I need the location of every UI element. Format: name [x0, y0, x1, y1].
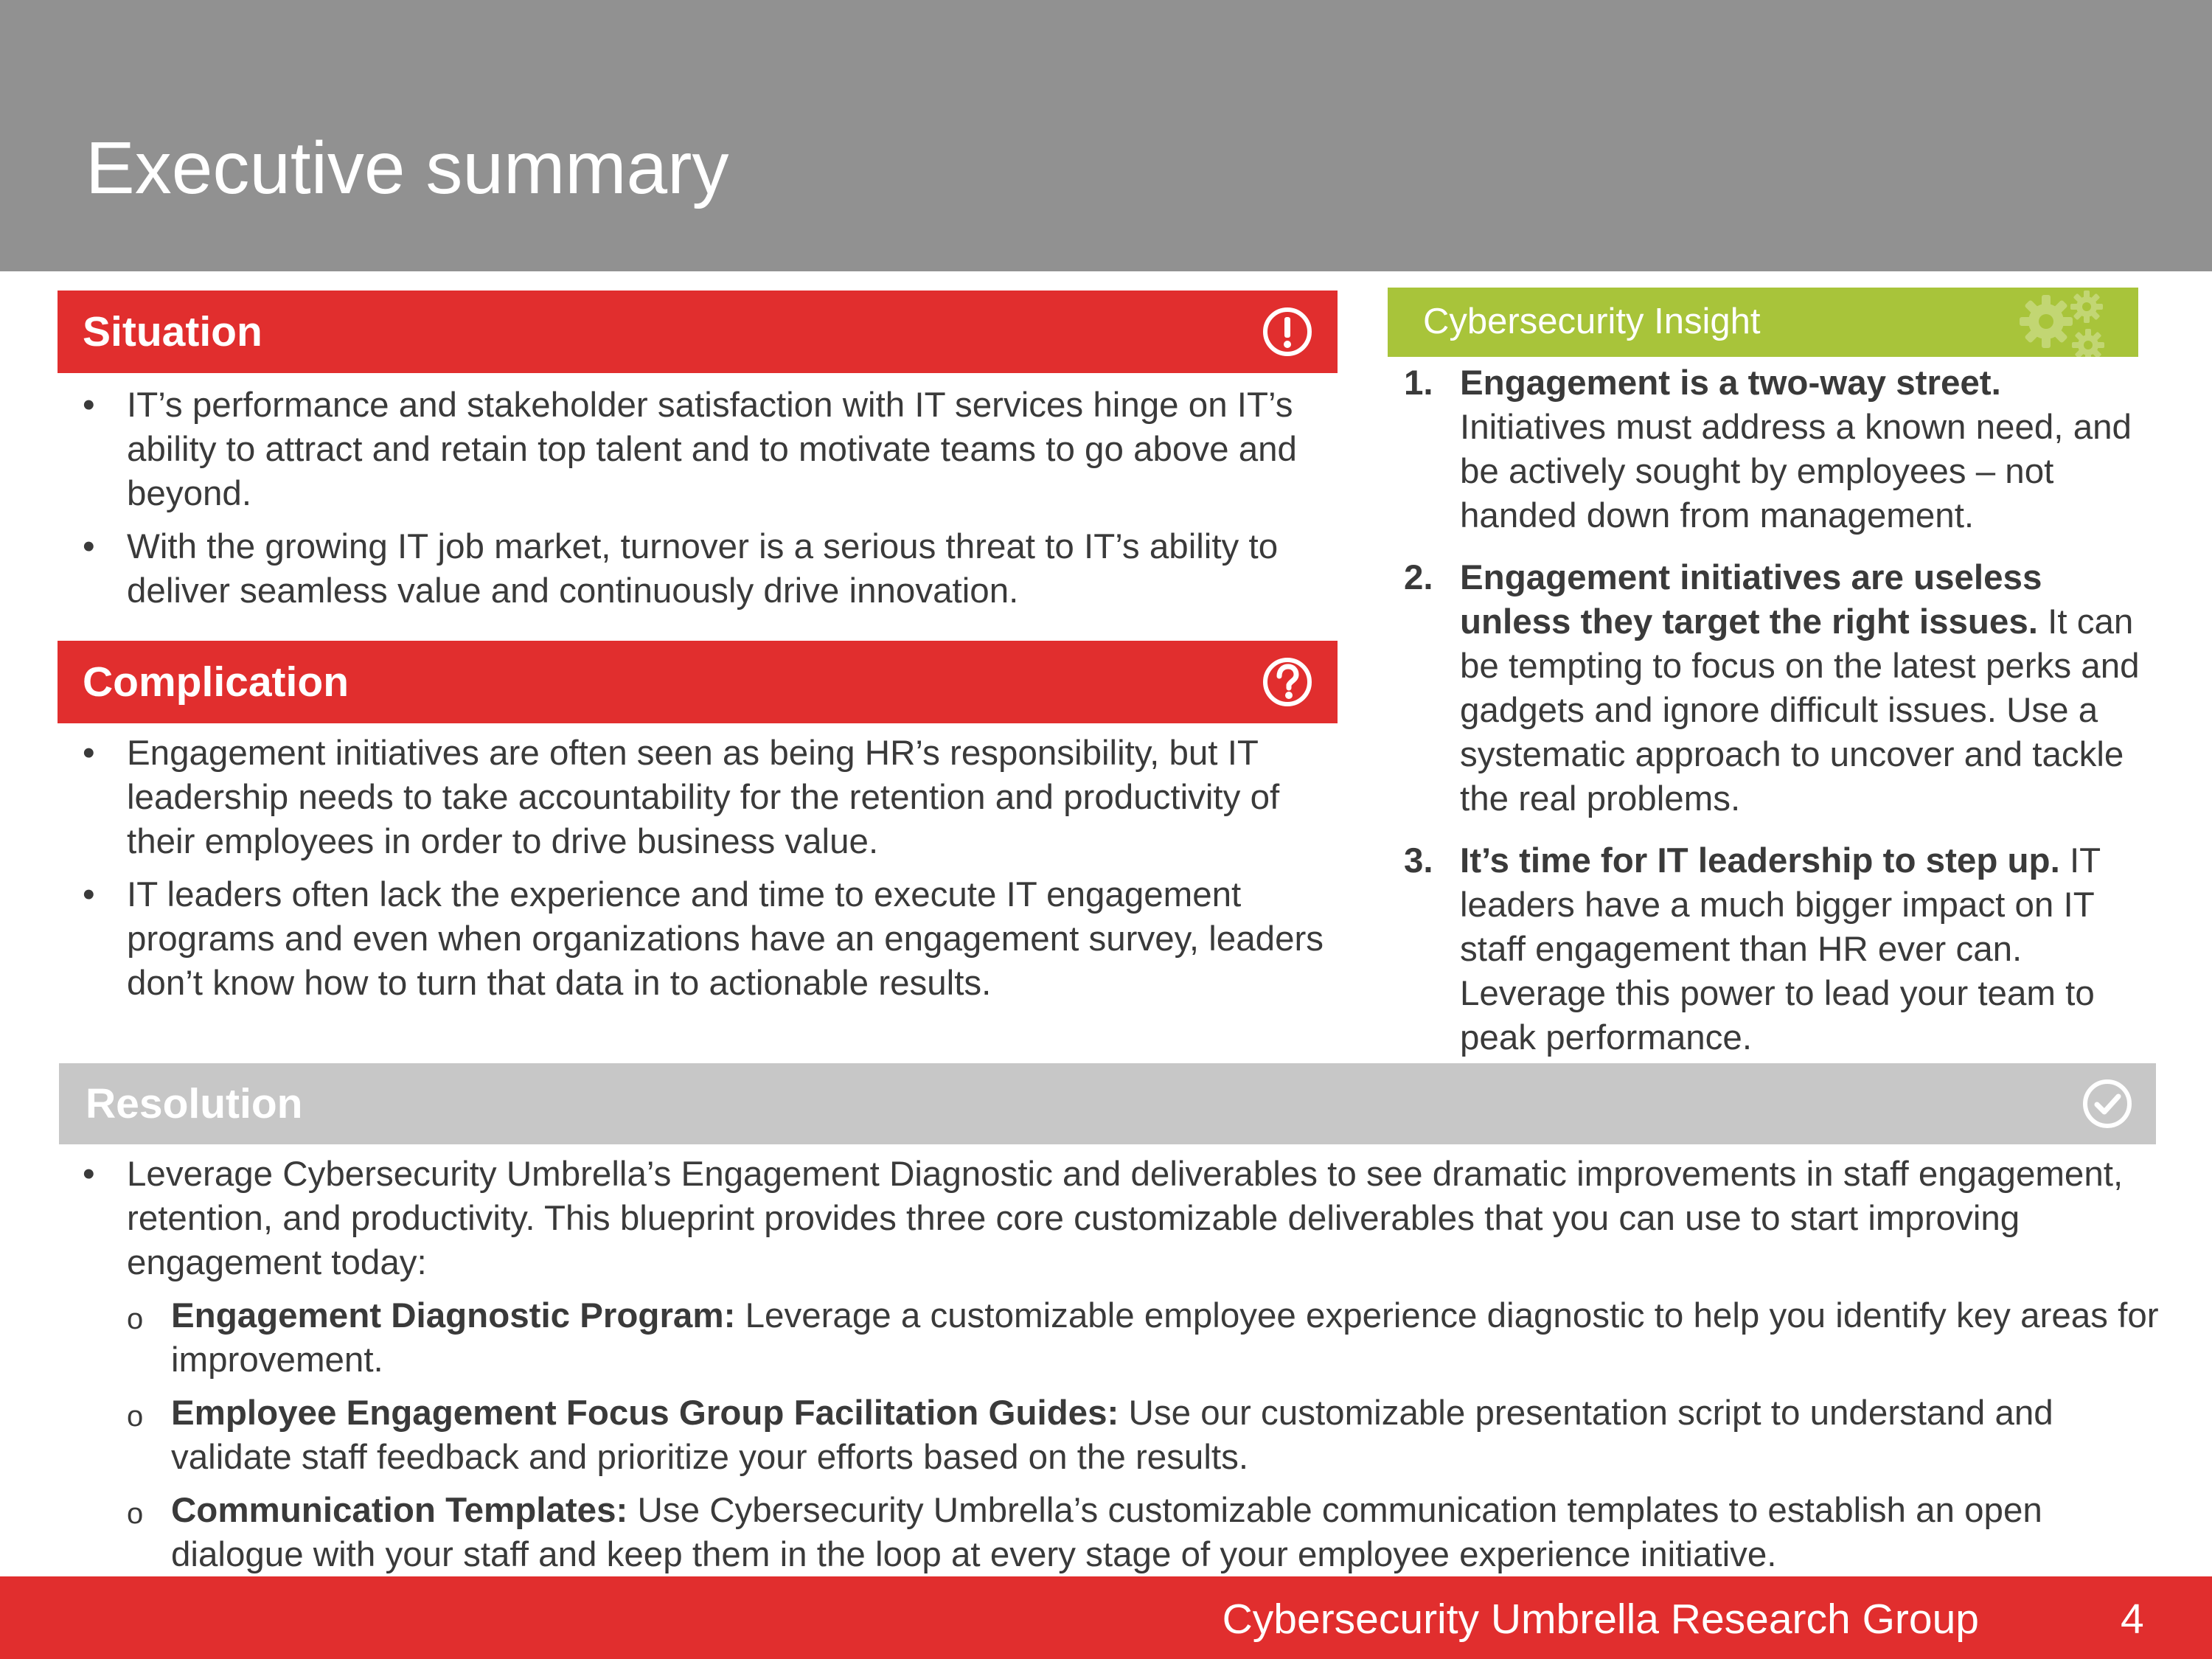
resolution-list: [83, 1152, 2169, 1586]
item-text: Leverage a customizable employee experience diagnostic to help you identify key areas for improvement.: [171, 1296, 2159, 1380]
item-heading: Engagement is a two-way street.: [1460, 364, 2001, 403]
page-number: 4: [2121, 1596, 2144, 1643]
complication-header: [58, 641, 1338, 723]
resolution-label: Resolution: [86, 1079, 303, 1127]
item-text: Use Cybersecurity Umbrella’s customizable communication templates to establish an open dialogue with your staff and keep them in the loop at every stage of your employee experience initiative.: [171, 1491, 2042, 1574]
slide-header: [0, 0, 2212, 271]
exclamation-circle-icon: [1261, 305, 1314, 358]
insight-label: Cybersecurity Insight: [1423, 302, 1761, 341]
resolution-header: [59, 1063, 2156, 1144]
complication-label: Complication: [83, 658, 349, 706]
list-item: • With the growing IT job market, turnover is a serious threat to IT’s ability to deliver seamless value and continuously drive innovation.: [83, 525, 1336, 613]
item-number: 2.: [1404, 558, 1433, 597]
item-text: Use our customizable presentation script to understand and validate staff feedback and prioritize your efforts based on the results.: [171, 1394, 2053, 1477]
insight-header: [1388, 288, 2138, 357]
list-item: [1404, 361, 2141, 538]
resolution-intro: Leverage Cybersecurity Umbrella’s Engagement Diagnostic and deliverables to see dramatic improvements in staff engagement, retention, and productivity. This blueprint provides three core customizable deliverables that you can use to start improving engagement today:: [127, 1155, 2124, 1282]
list-item: • Engagement initiatives are often seen as being HR’s responsibility, but IT leadership needs to take accountability for the retention and productivity of their employees in order to drive business value.: [83, 731, 1336, 864]
item-heading: Employee Engagement Focus Group Facilitation Guides:: [171, 1394, 1119, 1433]
item-text: IT leaders have a much bigger impact on IT staff engagement than HR ever can. Leverage this power to lead your team to peak performance.: [1460, 841, 2101, 1057]
list-item: [127, 1391, 2169, 1480]
item-heading: Communication Templates:: [171, 1491, 628, 1530]
list-item: [127, 1489, 2169, 1577]
item-heading: Engagement initiatives are useless unless they target the right issues.: [1460, 558, 2042, 641]
footer-brand: Cybersecurity Umbrella Research Group: [1222, 1596, 1979, 1643]
list-item: • IT’s performance and stakeholder satisfaction with IT services hinge on IT’s ability to attract and retain top talent and to motivate teams to go above and beyond.: [83, 383, 1336, 516]
situation-label: Situation: [83, 307, 262, 355]
item-number: 1.: [1404, 364, 1433, 403]
list-item: • IT leaders often lack the experience and time to execute IT engagement programs and even when organizations have an engagement survey, leaders don’t know how to turn that data in to actionable results.: [83, 873, 1336, 1006]
deliverables-list: [127, 1294, 2169, 1577]
item-heading: It’s time for IT leadership to step up.: [1460, 841, 2060, 880]
item-text: Initiatives must address a known need, and be actively sought by employees – not handed down from management.: [1460, 408, 2132, 535]
list-item: [83, 1152, 2169, 1577]
situation-header: [58, 291, 1338, 373]
situation-list: [83, 383, 1336, 622]
complication-list: [83, 731, 1336, 1015]
item-number: 3.: [1404, 841, 1433, 880]
list-item: [127, 1294, 2169, 1382]
insight-list: [1404, 361, 2141, 1078]
list-item: [1404, 556, 2141, 821]
check-circle-icon: [2081, 1077, 2134, 1130]
item-text: It can be tempting to focus on the latest perks and gadgets and ignore difficult issues. Use a systematic approach to uncover and tackle the real problems.: [1460, 602, 2140, 818]
list-item: [1404, 839, 2141, 1060]
slide-footer: [0, 1576, 2212, 1659]
question-circle-icon: [1261, 655, 1314, 709]
page-title: Executive summary: [86, 127, 729, 209]
item-heading: Engagement Diagnostic Program:: [171, 1296, 736, 1335]
gears-icon: [2006, 288, 2116, 357]
